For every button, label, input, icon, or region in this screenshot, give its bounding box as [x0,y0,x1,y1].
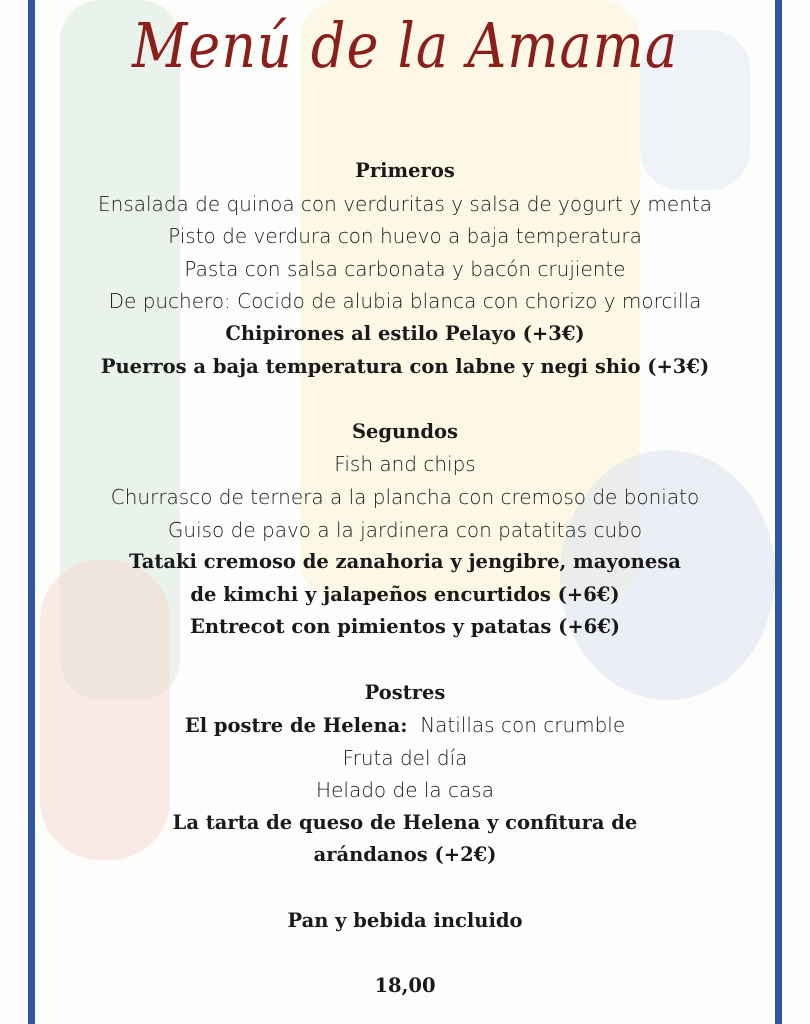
section-heading: Postres [364,680,446,704]
spacer [0,644,810,677]
menu-item: Churrasco de ternera a la plancha con cremoso de boniato [110,484,700,509]
spacer [0,872,810,905]
menu-item: Tataki cremoso de zanahoria y jengibre, mayonesa [129,550,681,574]
menu-item: Ensalada de quinoa con verduritas y salsa de yogurt y menta [98,191,712,216]
menu-item: La tarta de queso de Helena y confitura de [172,810,638,834]
spacer [0,383,810,416]
menu-item: Fruta del día [342,745,468,770]
menu-body [0,155,810,1002]
menu-item: Helado de la casa [316,778,494,803]
menu-item: arándanos (+2€) [313,843,497,867]
included-note: Pan y bebida incluido [287,908,523,932]
section-heading: Segundos [351,419,459,443]
menu-item [0,709,810,742]
menu-item: Pasta con salsa carbonata y bacón crujiente [184,256,626,281]
item-name: El postre de Helena: [184,714,408,738]
menu-title: Menú de la Amama [131,9,679,82]
menu-item: Puerros a baja temperatura con labne y negi shio (+3€) [100,354,710,378]
menu-item: De puchero: Cocido de alubia blanca con chorizo y morcilla [108,289,702,314]
section-heading: Primeros [355,159,455,182]
menu-price: 18,00 [374,973,436,997]
spacer [0,937,810,970]
menu-item: Pisto de verdura con huevo a baja temperatura [168,224,642,249]
menu-item: Chipirones al estilo Pelayo (+3€) [225,321,585,345]
menu-item: Entrecot con pimientos y patatas (+6€) [189,615,621,639]
menu-item: Fish and chips [334,452,476,477]
menu-item: de kimchi y jalapeños encurtidos (+6€) [190,582,620,606]
menu-item: Guiso de pavo a la jardinera con patatitas cubo [167,517,643,542]
item-description: Natillas con crumble [407,713,626,738]
